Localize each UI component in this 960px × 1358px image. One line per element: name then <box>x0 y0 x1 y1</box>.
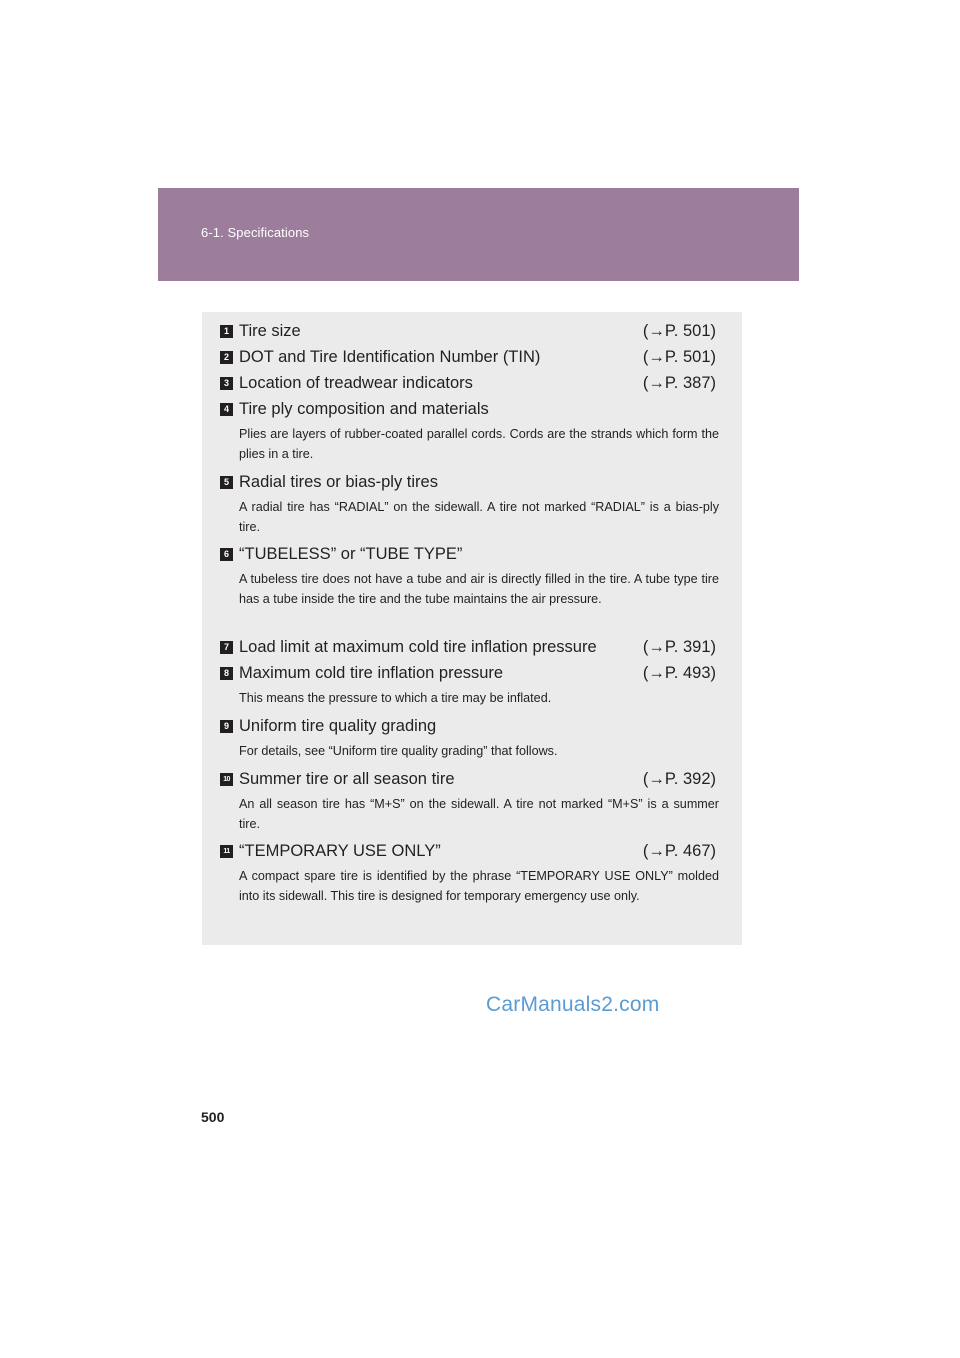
item-description: A compact spare tire is identified by the phrase “TEMPORARY USE ONLY” molded into its sidewall. This tire is designed for temporary emergency use only. <box>239 869 719 903</box>
item-number-badge: 1 <box>220 325 233 338</box>
item-description: A tubeless tire does not have a tube and air is directly filled in the tire. A tube type tire has a tube inside the tire and the tube maintains the air pressure. <box>239 572 719 606</box>
legend-item-9 <box>220 714 716 761</box>
section-label: 6-1. Specifications <box>201 225 310 240</box>
item-description: A radial tire has “RADIAL” on the sidewall. A tire not marked “RADIAL” is a bias-ply tire. <box>239 500 719 534</box>
item-description: Plies are layers of rubber-coated parallel cords. Cords are the strands which form the plies in a tire. <box>239 427 719 461</box>
item-number-badge: 2 <box>220 351 233 364</box>
item-title: Tire ply composition and materials <box>239 400 489 418</box>
legend-item-8 <box>220 661 716 708</box>
item-number-badge: 11 <box>220 845 233 858</box>
legend-item-2 <box>220 345 716 369</box>
legend-item-7 <box>220 635 716 659</box>
legend-item-11 <box>220 839 719 906</box>
page-reference: (→P. 501) <box>642 322 716 340</box>
item-number-badge: 9 <box>220 720 233 733</box>
item-description: This means the pressure to which a tire may be inflated. <box>239 691 552 705</box>
item-title: Maximum cold tire inflation pressure <box>239 664 504 682</box>
item-number-badge: 3 <box>220 377 233 390</box>
page-reference: (→P. 501) <box>642 348 716 366</box>
page-reference: (→P. 467) <box>642 842 716 860</box>
page-number: 500 <box>201 1109 225 1125</box>
item-description: An all season tire has “M+S” on the sidewall. A tire not marked “M+S” is a summer tire. <box>239 797 719 831</box>
tire-label-legend <box>202 312 742 945</box>
item-number-badge: 6 <box>220 548 233 561</box>
item-number-badge: 10 <box>220 773 233 786</box>
legend-item-5 <box>220 470 719 537</box>
page-reference: (→P. 391) <box>642 638 716 656</box>
legend-item-4 <box>220 397 719 464</box>
page-reference: (→P. 392) <box>642 770 716 788</box>
item-title: Tire size <box>239 322 301 340</box>
legend-item-6 <box>220 542 719 609</box>
item-number-badge: 7 <box>220 641 233 654</box>
item-title: Load limit at maximum cold tire inflation pressure <box>239 638 597 656</box>
item-title: Uniform tire quality grading <box>239 717 437 735</box>
item-title: “TUBELESS” or “TUBE TYPE” <box>239 545 463 563</box>
watermark: CarManuals2.com <box>486 993 660 1016</box>
item-title: Summer tire or all season tire <box>239 770 455 788</box>
header-band <box>158 188 799 281</box>
item-number-badge: 4 <box>220 403 233 416</box>
page-reference: (→P. 493) <box>642 664 716 682</box>
item-title: DOT and Tire Identification Number (TIN) <box>239 348 541 366</box>
item-number-badge: 5 <box>220 476 233 489</box>
legend-item-10 <box>220 767 719 834</box>
item-number-badge: 8 <box>220 667 233 680</box>
item-description: For details, see “Uniform tire quality grading” that follows. <box>239 744 558 758</box>
legend-item-1 <box>220 319 716 343</box>
page-reference: (→P. 387) <box>642 374 716 392</box>
legend-item-3 <box>220 371 716 395</box>
item-title: “TEMPORARY USE ONLY” <box>239 842 441 860</box>
item-title: Radial tires or bias-ply tires <box>239 473 438 491</box>
item-title: Location of treadwear indicators <box>239 374 473 392</box>
